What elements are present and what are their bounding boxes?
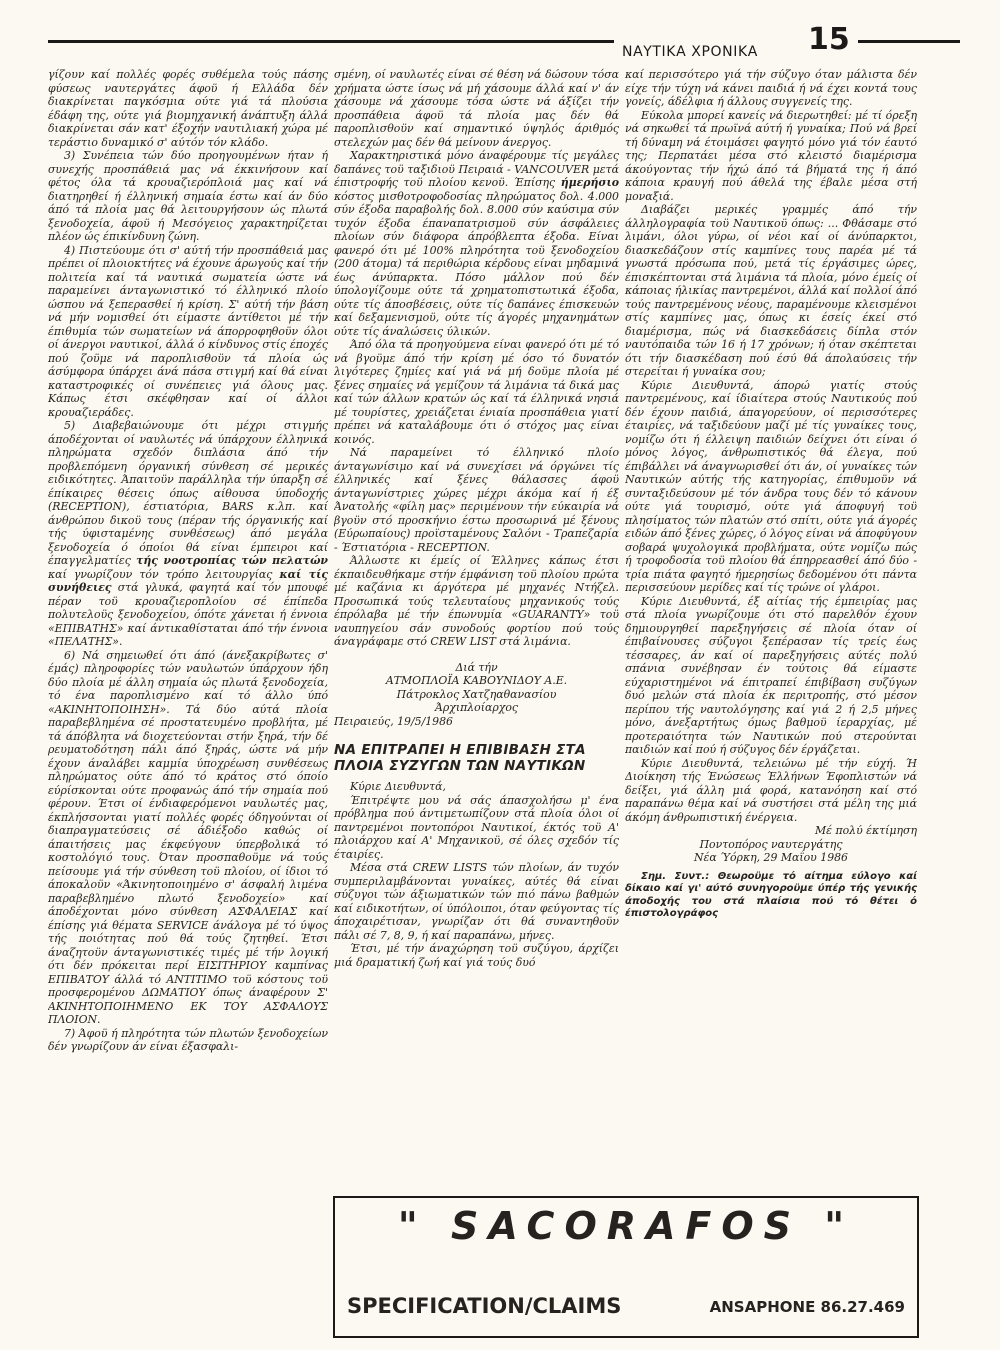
paragraph: γίζουν καί πολλές φορές συθέμελα τούς πάσης φύσεως ναυτεργάτες άφοϋ ή Ελλάδα δέν διακρίνεται παγκόσμια ούτε γιά τά πλούσια έδάφη της, ούτε γιά βιομηχανική άνάπτυξη άλλά διακρίνεται σάν κατ' έξοχήν ναυτιλιακή χώρα μέ τεράστιο δυναμικό σ' αύτόν τόν κλάδο. bbox=[48, 68, 328, 149]
paragraph: Κύριε Διευθυντά, τελειώνω μέ τήν εύχή. Ή Διοίκηση τής Ένώσεως Έλλήνων Έφοπλιστών νά δείξει, γιά άλλη μιά φορά, κατανόηση καί στό παραπάνω θέμα καί νά συστήσει στά μέλη της μιά άκόμη άνθρωπιστική ένέργεια. bbox=[625, 756, 917, 824]
paragraph: Κύριε Διευθυντά, έξ αίτίας τής έμπειρίας μας στά πλοία γνωρίζουμε ότι στό παρελθόν έχουν δημιουργηθεί παρεξηγήσεις σέ πλοία όταν οί έπιβαίνουσες σύζυγοι ξεπέρασαν τίς τρείς έως τέσσαρες, άν καί οί παρεξηγήσεις αύτές πολύ σπάνια συνέβησαν έν τούτοις θά είμαστε εύχαριστημένοι νά έπιτραπεί έπιβίβαση συζύγων δυό μελών στά πλοία έκ περιτροπής, στό μέσον περίπου τής ναυτολόγησης καί γιά 2 ή 2,5 μήνες μόνο, άνεξαρτήτως όμως βαθμοϋ ίεραρχίας, μέ προτεραιότητα τών Ναυτικών πού στερούνται παιδιών καί πού ή σύζυγος δέν έργάζεται. bbox=[625, 594, 917, 756]
bold-text-run: ήμερήσιο bbox=[560, 176, 619, 189]
text-run: στά γλυκά, φαγητά καί τόν μπουφέ πέραν τοϋ κρουαζιεροπλοίου σέ έπίπεδα πολυτελοϋς ξενοδοχείου, όπότε χάνεται ή έννοια «ΕΠΙΒΑΤΗΣ» καί άντικαθίσταται άπό τήν έννοια «ΠΕΛΑΤΗΣ». bbox=[48, 581, 328, 648]
paragraph: Έτσι, μέ τήν άναχώρηση τοϋ συζύγου, άρχίζει μιά δραματική ζωή καί γιά τούς δυό bbox=[334, 942, 619, 969]
paragraph: Νά παραμείνει τό έλληνικό πλοίο άνταγωνίσιμο καί νά συνεχίσει νά όργώνει τίς έλληνικές καί ξένες θάλασσες άφοϋ άνταγωνίστριες χώρες μέχρι άκόμα καί ή έξ Άνατολής «φίλη μας» περιμένουν τήν εύκαιρία νά βγοϋν στό προσκήνιο έστω προσωρινά μέ ξένους (Εύρωπαίους) προϊσταμένους Σαλόνι - Τραπεζαρία - Έστιατόρια - RECEPTION. bbox=[334, 446, 619, 554]
paragraph: Άλλωστε κι έμείς οί Έλληνες κάπως έτσι έκπαιδευθήκαμε στήν έμφάνιση τοϋ πλοίου πρώτα μέ καζάνια κι άργότερα μέ μηχανές Ντήζελ. Προσωπικά τούς τελευταίους μηχανικούς τούς έπρόλαβα μέ τήν έπωνυμία «GUARANTY» τοϋ ναυπηγείου σάν συνοδούς φορτίου πού τούς άναγράφαμε στό CREW LIST στά λιμάνια. bbox=[334, 554, 619, 648]
paragraph: Άπό όλα τά προηγούμενα είναι φανερό ότι μέ τό νά βγοϋμε άπό τήν κρίση μέ όσο τό δυνατόν λιγότερες ζημίες καί γιά νά μή δοϋμε πλοία μέ ξένες σημαίες νά γεμίζουν τά λιμάνια τά δικά μας καί τών άλλων κρατών ώς καί τά έλληνικά νησιά μέ τουρίστες, χρειάζεται ένιαία προσπάθεια γιατί πρέπει νά καταλάβουμε ότι ό στόχος μας είναι κοινός. bbox=[334, 338, 619, 446]
article-column-3 bbox=[625, 68, 917, 1198]
signature-line: Διά τήν bbox=[455, 660, 498, 674]
paragraph: Διαβάζει μερικές γραμμές άπό τήν άλληλογραφία τοϋ Ναυτικοϋ όπως: ... Φθάσαμε στό λιμάνι, όλοι γύρω, οί νέοι καί οί άνύπαρκτοι, διασκεδάζουν στίς καμπίνες τους παρέα μέ τά γνωστά πρόσωπα πού, μετά τίς έργάσιμες ώρες, έπισκέπτονται στά λιμάνια τά πλοία, μόνο έμείς οί κάποιας ήλικίας παντρεμένοι, άλλά καί πολλοί άπό τούς παντρεμένους νέους, παραμένουμε κλεισμένοι στίς καμπίνες μας, όπως κι έσείς έκεί στό διαμέρισμα, πώς νά διασκεδάσεις δίπλα στόν ναυτόπαιδα τών 16 ή 17 χρόνων; ή όταν σκέπτεται ότι τήν διασκέδαση πού έσύ θά άπολαύσεις τήν στερείται ή γυναίκα σου; bbox=[625, 203, 917, 378]
signature-line: ΑΤΜΟΠΛΟΪΑ ΚΑΒΟΥΝΙΔΟΥ Α.Ε. bbox=[385, 674, 568, 687]
text-run: κόστος μισθοτροφοδοσίας πληρώματος δολ. 4.000 σύν έξοδα παραβολής δολ. 8.000 σύν καύσιμα σύν τυχόν έξοδα έπαναπατρισμοϋ σύν άσφάλειες πλοίων σύν διάφορα άπρόβλεπτα έξοδα. Είναι φανερό ότι μέ 100% πληρότητα τοϋ ξενοδοχείου (200 άτομα) τά περιθώρια κέρδους είναι μηδαμινά έως άνύπαρκτα. Πόσο μάλλον πού δέν ύπολογίζουμε ούτε τά χρηματοπιστωτικά έξοδα, ούτε τίς άποσβέσεις, ούτε τίς δαπάνες έπισκευών καί δεξαμενισμοϋ, ούτε τίς άγορές μηχανημάτων ούτε τίς άναλώσεις ύλικών. bbox=[334, 189, 619, 338]
letter-headline: ΝΑ ΕΠΙΤΡΑΠΕΙ Η ΕΠΙΒΙΒΑΣΗ ΣΤΑ ΠΛΟΙΑ ΣΥΖΥΓΩΝ ΤΩΝ ΝΑΥΤΙΚΩΝ bbox=[334, 742, 586, 774]
signature-line: Άρχιπλοίαρχος bbox=[434, 701, 519, 714]
article-column-1 bbox=[48, 68, 328, 1326]
place-date: Νέα Ύόρκη, 29 Μαΐου 1986 bbox=[694, 851, 848, 864]
paragraph: Έπιτρέψτε μου νά σάς άπασχολήσω μ' ένα πρόβλημα πού άντιμετωπίζουν στά πλοία όλοι οί παντρεμένοι ποντοπόροι Ναυτικοί, έκτός τοϋ Α' πλοιάρχου καί Α' Μηχανικοϋ, σέ όλες σχεδόν τίς έταιρίες. bbox=[334, 793, 619, 861]
header-rule-right bbox=[858, 40, 960, 43]
closing: Μέ πολύ έκτίμηση bbox=[815, 824, 917, 837]
header-rule-left bbox=[48, 40, 614, 43]
paragraph bbox=[334, 149, 619, 338]
paragraph: 6) Νά σημειωθεί ότι άπό (άνεξακρίβωτες σ' έμάς) πληροφορίες τών ναυλωτών ύπάρχουν ήδη δύο πλοία μέ άλλη σημαία ώς πλωτά ξενοδοχεία, τό ένα παροπλισμένο καί τό άλλο ύπό «ΑΚΙΝΗΤΟΠΟΙΗΣΗ». Τά δύο αύτά πλοία παραβεβλημένα σέ προστατευμένο προβλήτα, μέ τά άπόβλητα νά διοχετεύονται στήν ξηρά, τήν δέ ρευματοδότηση πάλι άπό ξηράς, ώστε νά μήν έχουν άναλάβει καμμία ύποχρέωση συνθέσεως πληρώματος ούτε άπό τό κράτος στό όποίο εύρίσκονται ούτε προφανώς άπό τήν σημαία πού φέρουν. Έτσι οί ένδιαφερόμενοι ναυλωτές μας, έκπλήσσονται γιατί πολλές φορές όδηγούνται οί διαπραγματεύσεις σέ άδιέξοδο καθώς οί άπαιτήσεις μας έκφεύγουν ύπερβολικά τό κοστολόγιό τους. Όταν προσπαθοϋμε νά τούς πείσουμε γιά τήν σύνθεση τοϋ πλοίου, οί ίδιοι τό άποκαλοϋν «Άκινητοποιημένο σ' άσφαλή λιμένα παραβεβλημένο πλωτό ξενοδοχείο» καί άποδέχονται μόνο σύνθεση ΑΣΦΑΛΕΙΑΣ καί έπίσης γιά θέματα SERVICE άνάλογα μέ τό ύψος τής ποιότητας πού θά τούς ζητηθεί. Έτσι άναζητοϋν άνταγωνιστικές τιμές μέ τήν λογική ότι δέν πρόκειται περί ΕΙΣΙΤΗΡΙΟΥ καμπίνας ΕΠΙΒΑΤΟΥ άλλά τό ΑΝΤΙΤΙΜΟ τοϋ κόστους τοϋ προσφερομένου ΔΩΜΑΤΙΟΥ όπως άναφέρουν Σ' ΑΚΙΝΗΤΟΠΟΙΗΜΕΝΟ ΕΚ ΤΟΥ ΑΣΦΑΛΟΥΣ ΠΛΟΙΟΝ. bbox=[48, 648, 328, 1026]
paragraph: 3) Συνέπεια τών δύο προηγουμένων ήταν ή συνεχής προσπάθειά μας νά έκκινήσουν καί φέτος όλα τά κρουαζιερόπλοιά μας καί νά διατηρηθεί ή έλληνική σημαία έστω καί άν δύο άπό τά πλοία μας θά λειτουργήσουν ώς πλωτά ξενοδοχεία, άφοϋ ή Μεσόγειος χαρακτηρίζεται πλέον ώς έπικίνδυνη ζώνη. bbox=[48, 149, 328, 243]
page-number: 15 bbox=[808, 22, 850, 57]
advertisement-phone: ANSAPHONE 86.27.469 bbox=[709, 1298, 905, 1316]
text-run: 5) Διαβεβαιώνουμε ότι μέχρι στιγμής άποδέχονται οί ναυλωτές νά ύπάρχουν έλληνικά πληρώματα σχεδόν διπλάσια άπό τήν προβλεπόμενη όργανική σύνθεση σέ μερικές ειδικότητες. Άπαιτοϋν παράλληλα τήν ύπαρξη σέ έπίκαιρες θέσεις όπως αίθουσα ύποδοχής (RECEPTION), έστιατόρια, BARS κ.λπ. καί άνθρώπου δικοϋ τους (πέραν τής όργανικής καί τής ύφισταμένης συνθέσεως) άπό μεγάλα ξενοδοχεία ό όποίοι θά είναι έμπειροι καί έπαγγελματίες bbox=[48, 419, 328, 567]
author: Ποντοπόρος ναυτεργάτης bbox=[699, 837, 843, 851]
paragraph: καί περισσότερο γιά τήν σύζυγο όταν μάλιστα δέν είχε τήν τύχη νά κάνει παιδιά ή νά έχει κοντά τους γονείς, άδέλφια ή άλλους συγγενείς της. bbox=[625, 68, 917, 108]
advertisement-box bbox=[333, 1196, 919, 1338]
salutation: Κύριε Διευθυντά, bbox=[350, 780, 446, 793]
running-head: ΝΑΥΤΙΚΑ ΧΡΟΝΙΚΑ bbox=[622, 44, 758, 60]
advertisement-title: " SACORAFOS " bbox=[397, 1204, 855, 1248]
bold-text-run: τής νοοτροπίας τών πελατών bbox=[136, 554, 328, 567]
bold-text-run: καί τίς συνήθειες bbox=[48, 567, 328, 594]
paragraph: σμένη, οί ναυλωτές είναι σέ θέση νά δώσουν τόσα χρήματα ώστε ίσως νά μή χάσουμε άλλά καί ν' άν χάσουμε νά χάσουμε τόσα ώστε νά άξίζει τήν προσπάθεια άφοϋ τά πλοία μας δέν θά παροπλισθοϋν καί σημαντικό ύψηλός άριθμός στελεχών μας δέν θά μείνουν άνεργος. bbox=[334, 68, 619, 149]
signature-date: Πειραιεύς, 19/5/1986 bbox=[334, 714, 453, 728]
paragraph: 4) Πιστεύουμε ότι σ' αύτή τήν προσπάθειά μας πρέπει οί πλοιοκτήτες νά έχουνε άρωγούς καί τήν πολιτεία καί τά ναυτικά σωματεία ώστε νά παραμείνει άνταγωνιστικό τό έλληνικό πλοίο ώσπου νά ξεπερασθεί ή κρίση. Σ' αύτή τήν βάση νά μήν νομισθεί ότι είμαστε άντίθετοι μέ τήν έπιθυμία τών σωματείων νά άπορροφηθοϋν όλοι οί άνεργοι ναυτικοί, άλλά ό κίνδυνος στίς έποχές πού ζοϋμε νά παροπλισθοϋν τά πλοία ώς άσύμφορα ύπάρχει άνά πάσα στιγμή καί θά είναι καταστροφικές οί συνέπειες γιά όλους μας. Κάπως έτσι σκέφθησαν καί οί άλλοι κρουαζιεράδες. bbox=[48, 243, 328, 419]
signature-line: Πάτροκλος Χατζηαθανασίου bbox=[396, 687, 557, 701]
paragraph bbox=[48, 419, 328, 649]
paragraph: 7) Άφοϋ ή πληρότητα τών πλωτών ξενοδοχείων δέν γνωρίζουν άν είναι έξασφαλι- bbox=[48, 1026, 328, 1053]
article-column-2 bbox=[334, 68, 619, 1263]
advertisement-subtitle: SPECIFICATION/CLAIMS bbox=[347, 1294, 622, 1318]
paragraph: Εύκολα μπορεί κανείς νά διερωτηθεί: μέ τί όρεξη νά σηκωθεί τά πρωϊνά αύτή ή γυναίκα; Πού νά βρεί τή δύναμη νά έτοιμάσει φαγητό μόνο γιά τόν έαυτό της; Περπατάει μέσα στό κλειστό διαμέρισμα άκούγοντας τήν ήχώ άπό τά βήματά της ή άπό κάποια κραυγή πού άθελά της έβαλε μέσα στή μοναξιά. bbox=[625, 108, 917, 203]
text-run: Χαρακτηριστικά μόνο άναφέρουμε τίς μεγάλες δαπάνες τοϋ ταξιδιοϋ Πειραιά - VANCOUVER μετά έπιστροφής τοϋ πλοίου κενοϋ. Έπίσης bbox=[334, 149, 619, 189]
text-run: καί γνωρίζουν τόν τρόπο λειτουργίας bbox=[48, 567, 273, 581]
paragraph: Μέσα στά CREW LISTS τών πλοίων, άν τυχόν συμπεριλαμβάνονται γυναίκες, αύτές θά είναι σύζυγοι τών άξιωματικών τών πιό πάνω βαθμών καί ειδικοτήτων, οί ύπόλοιποι, όταν φεύγοντας τίς άποχαιρέτισαν, γνωρίζαν ότι θά συναντηθοϋν πάλι σέ 7, 8, 9, ή καί παραπάνω, μήνες. bbox=[334, 861, 619, 942]
signature-block bbox=[334, 661, 619, 729]
editor-note: Σημ. Συντ.: Θεωροϋμε τό αίτημα εύλογο καί δίκαιο καί γι' αύτό συνηγοροϋμε ύπέρ τής γενικής άποδοχής του στά πλαίσια πού τό θέτει ό έπιστολογράφος bbox=[625, 870, 917, 919]
paragraph: Κύριε Διευθυντά, άπορώ γιατίς στούς παντρεμένους, καί ίδιαίτερα στούς Ναυτικούς πού δέν έχουν παιδιά, άπαγορεύουν, οί περισσότερες έταιρίες, νά ταξιδεύουν μαζί μέ τίς γυναίκες τους, νομίζω ότι ή έλλειψη παιδιών δείχνει ότι είναι ό μόνος λόγος, άνθρωπιστικός θά έλεγα, πού έπιβάλλει νά άναγνωρισθεί ότι άν, οί γυναίκες τών Ναυτικών αύτής τής κατηγορίας, έπιθυμοϋν νά συνταξιδεύσουν μέ τόν άνδρα τους δέν τό κάνουν ούτε γιά τουρισμό, ούτε γιά άποφυγή τοϋ πλησίματος τών πλατών στό σπίτι, ούτε γιά άγορές ειδών άπό ξένες χώρες, ό λόγος είναι νά άποφύγουν σοβαρά ψυχολογικά προβλήματα, ούτε νομίζω πώς ή τροφοδοσία τοϋ πλοίου θά έπηρρεασθεί άπό δύο - τρία πιάτα φαγητό ήμερησίως δεδομένου ότι πάντα περισσεύουν μερίδες καί τίς τρώνε οί γλάροι. bbox=[625, 378, 917, 594]
